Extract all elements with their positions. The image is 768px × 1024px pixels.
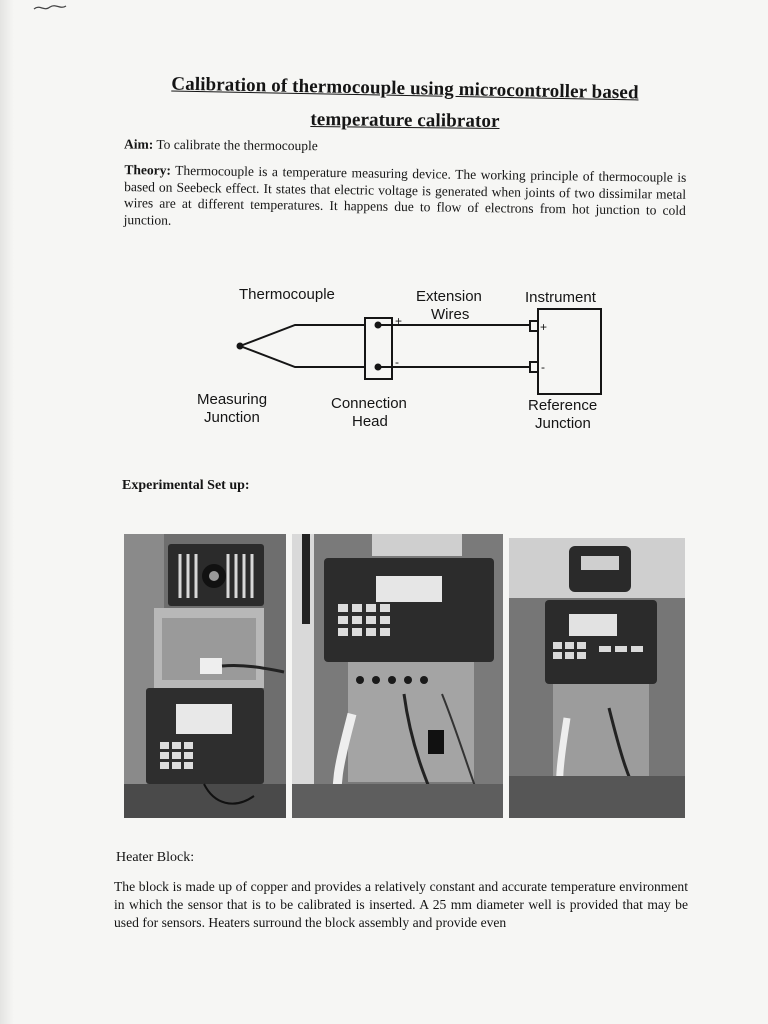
label-connection-2: Head bbox=[352, 413, 388, 430]
label-reference-1: Reference bbox=[528, 397, 598, 414]
photo-calibrator-front bbox=[292, 534, 503, 818]
heater-block-heading: Heater Block: bbox=[116, 850, 195, 865]
label-connection-1: Connection bbox=[331, 395, 407, 412]
label-extension-2: Wires bbox=[431, 306, 470, 323]
label-extension-1: Extension bbox=[416, 288, 482, 305]
label-thermocouple: Thermocouple bbox=[239, 286, 335, 303]
aim-paragraph bbox=[124, 137, 686, 158]
experimental-setup-heading: Experimental Set up: bbox=[122, 478, 250, 493]
label-measuring-2: Junction bbox=[204, 409, 260, 426]
page-title-line-2: temperature calibrator bbox=[310, 109, 500, 132]
photo-calibrator-front-image bbox=[292, 534, 503, 818]
label-instrument: Instrument bbox=[525, 289, 596, 306]
photo-heater-block bbox=[124, 534, 286, 818]
connection-plus: + bbox=[395, 314, 403, 328]
photo-calibrator-side-image bbox=[509, 538, 685, 818]
page-edge-shadow bbox=[0, 0, 14, 1024]
connection-minus: - bbox=[395, 355, 399, 369]
photo-heater-block-image bbox=[124, 534, 286, 818]
theory-label: Theory: bbox=[124, 162, 171, 178]
thermocouple-circuit-diagram bbox=[180, 280, 620, 440]
aim-label: Aim: bbox=[123, 136, 154, 152]
label-measuring-1: Measuring bbox=[197, 391, 268, 408]
heater-block-paragraph: The block is made up of copper and provides a relatively constant and accurate temperature environment in which the sensor that is to be calibrated is inserted. A 25 mm diameter well is provided that may be used for sensors. Heaters surround the block assembly and provide even bbox=[114, 879, 688, 930]
instrument-plus: + bbox=[540, 320, 548, 334]
aim-text: To calibrate the thermocouple bbox=[156, 136, 318, 154]
terminal-dot-positive bbox=[375, 322, 382, 329]
instrument-minus: - bbox=[541, 360, 545, 374]
theory-paragraph bbox=[124, 162, 687, 236]
terminal-dot-negative bbox=[375, 364, 382, 371]
pen-mark bbox=[30, 0, 80, 16]
label-reference-2: Junction bbox=[535, 415, 591, 432]
measuring-junction-dot bbox=[237, 343, 244, 350]
page-title-line-1: Calibration of thermocouple using microcontroller based bbox=[171, 73, 639, 104]
photo-calibrator-side bbox=[509, 538, 685, 818]
theory-text: Thermocouple is a temperature measuring device. The working principle of thermocouple is based on Seebeck effect. It states that electric voltage is generated when joints of two dissimilar metal wires are at different temperatures. It happens due to flow of electrons from hot junction to cold junction. bbox=[123, 162, 687, 228]
